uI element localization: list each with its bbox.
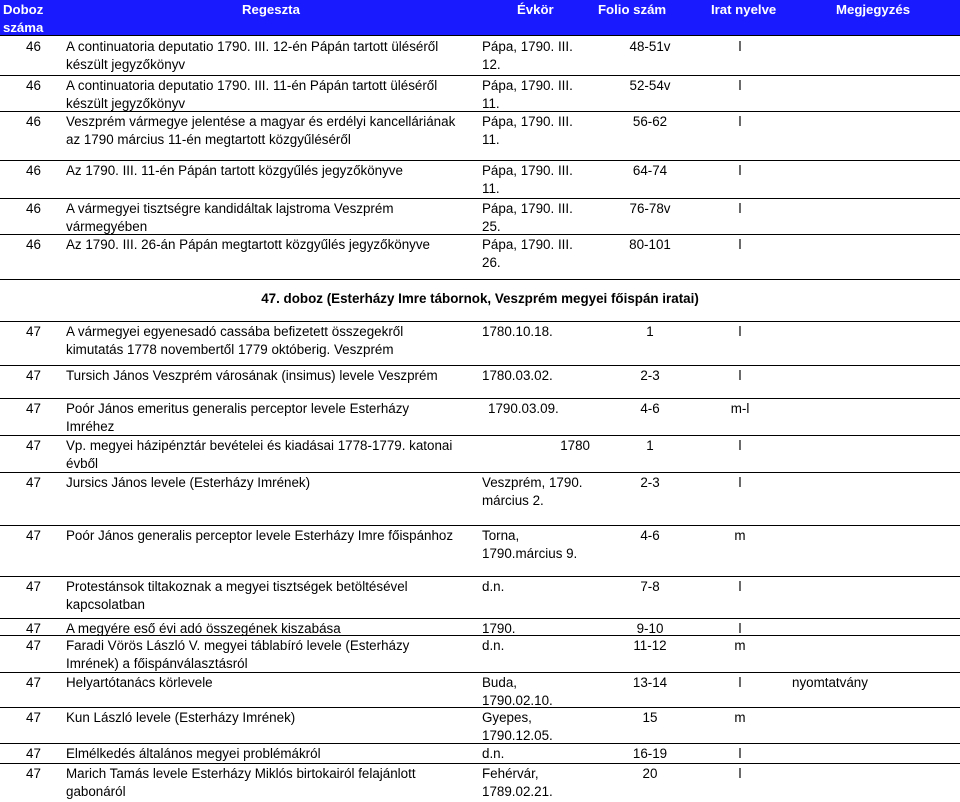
table-row bbox=[0, 577, 960, 619]
regeszta-cell: Az 1790. III. 26-án Pápán megtartott közgyűlés jegyzőkönyve bbox=[66, 237, 430, 252]
evkor-cell: Pápa, 1790. III. 11. bbox=[482, 78, 573, 111]
table-row bbox=[0, 366, 960, 399]
folio-cell: 16-19 bbox=[632, 746, 668, 761]
folio-cell: 4-6 bbox=[640, 528, 660, 543]
box-number-cell: 46 bbox=[26, 201, 41, 216]
regeszta-cell: Marich Tamás levele Esterházy Miklós birtokairól felajánlott gabonáról bbox=[66, 766, 416, 799]
box-number-cell: 46 bbox=[26, 78, 41, 93]
evkor-cell: 1780.03.02. bbox=[482, 368, 553, 383]
box-number-cell: 47 bbox=[26, 746, 41, 761]
box-number-cell: 47 bbox=[26, 710, 41, 725]
table-row bbox=[0, 708, 960, 744]
language-cell: m bbox=[734, 710, 746, 725]
box-number-cell: 47 bbox=[26, 766, 41, 781]
table-row bbox=[0, 744, 960, 764]
language-cell: l bbox=[738, 78, 742, 93]
table-row bbox=[0, 322, 960, 366]
regeszta-cell: Poór János emeritus generalis perceptor levele Esterházy Imréhez bbox=[66, 401, 410, 434]
folio-cell: 13-14 bbox=[632, 675, 668, 690]
folio-cell: 48-51v bbox=[629, 39, 671, 54]
evkor-cell: d.n. bbox=[482, 579, 505, 594]
regeszta-cell: A vármegyei egyenesadó cassába befizetett összegekről kimutatás 1778 novembertől 1779 októberig. Veszprém bbox=[66, 324, 404, 357]
header-megjegyzes: Megjegyzés bbox=[836, 2, 911, 17]
header-evkor: Évkör bbox=[517, 2, 554, 17]
evkor-cell: Pápa, 1790. III. 25. bbox=[482, 201, 573, 234]
evkor-cell: Gyepes, 1790.12.05. bbox=[482, 710, 553, 743]
folio-cell: 76-78v bbox=[629, 201, 671, 216]
evkor-cell: Veszprém, 1790. március 2. bbox=[482, 475, 583, 508]
box-number-cell: 46 bbox=[26, 114, 41, 129]
table-row bbox=[0, 199, 960, 235]
folio-cell: 64-74 bbox=[632, 163, 668, 178]
box-number-cell: 47 bbox=[26, 475, 41, 490]
language-cell: l bbox=[738, 621, 742, 636]
evkor-cell: 1790.03.09. bbox=[488, 401, 559, 416]
table-row bbox=[0, 161, 960, 199]
regeszta-cell: A megyére eső évi adó összegének kiszabása bbox=[66, 621, 341, 636]
box-number-cell: 47 bbox=[26, 438, 41, 453]
language-cell: m bbox=[734, 528, 746, 543]
table-row bbox=[0, 76, 960, 112]
box-number-cell: 46 bbox=[26, 237, 41, 252]
language-cell: l bbox=[738, 237, 742, 252]
table-row bbox=[0, 112, 960, 161]
language-cell: l bbox=[738, 39, 742, 54]
header-irat-nyelve: Irat nyelve bbox=[711, 2, 777, 17]
folio-cell: 80-101 bbox=[629, 237, 671, 252]
evkor-cell: d.n. bbox=[482, 746, 505, 761]
table-row bbox=[0, 399, 960, 436]
evkor-cell: Pápa, 1790. III. 26. bbox=[482, 237, 573, 270]
folio-cell: 2-3 bbox=[640, 368, 660, 383]
box-number-cell: 47 bbox=[26, 579, 41, 594]
language-cell: l bbox=[738, 163, 742, 178]
folio-cell: 11-12 bbox=[633, 638, 667, 653]
regeszta-cell: Elmélkedés általános megyei problémákról bbox=[66, 746, 321, 761]
regeszta-cell: Helyartótanács körlevele bbox=[66, 675, 213, 690]
regeszta-cell: Poór János generalis perceptor levele Esterházy Imre főispánhoz bbox=[66, 528, 454, 543]
folio-cell: 20 bbox=[642, 766, 658, 781]
section-47-heading-row bbox=[0, 280, 960, 322]
folio-cell: 52-54v bbox=[629, 78, 671, 93]
section-47-title: 47. doboz (Esterházy Imre tábornok, Veszprém megyei főispán iratai) bbox=[261, 291, 699, 306]
box-number-cell: 46 bbox=[26, 163, 41, 178]
language-cell: m-l bbox=[730, 401, 750, 416]
regeszta-cell: Tursich János Veszprém városának (insimus) levele Veszprém bbox=[66, 368, 438, 383]
language-cell: l bbox=[738, 579, 742, 594]
table-row bbox=[0, 636, 960, 673]
evkor-cell: 1790. bbox=[482, 621, 516, 636]
folio-cell: 2-3 bbox=[640, 475, 660, 490]
regeszta-cell: Vp. megyei házipénztár bevételei és kiadásai 1778-1779. katonai évből bbox=[66, 438, 453, 471]
table-row bbox=[0, 764, 960, 802]
regeszta-cell: Faradi Vörös László V. megyei táblabíró levele (Esterházy Imrének) a főispánválasztásról bbox=[66, 638, 410, 671]
regeszta-cell: A continuatoria deputatio 1790. III. 11-én Pápán tartott üléséről készült jegyzőkönyv bbox=[66, 78, 438, 111]
language-cell: l bbox=[738, 675, 742, 690]
folio-cell: 4-6 bbox=[640, 401, 660, 416]
table-row bbox=[0, 37, 960, 76]
folio-cell: 56-62 bbox=[632, 114, 668, 129]
box-number-cell: 47 bbox=[26, 621, 41, 636]
table-row bbox=[0, 473, 960, 526]
language-cell: l bbox=[738, 766, 742, 781]
evkor-cell: Torna, 1790.március 9. bbox=[482, 528, 578, 561]
box-number-cell: 47 bbox=[26, 638, 41, 653]
box-number-cell: 47 bbox=[26, 528, 41, 543]
regeszta-cell: Veszprém vármegye jelentése a magyar és erdélyi kancelláriának az 1790 március 11-én megtartott közgyűléséről bbox=[66, 114, 456, 147]
language-cell: l bbox=[738, 746, 742, 761]
table-row bbox=[0, 673, 960, 708]
regeszta-cell: A vármegyei tisztségre kandidáltak lajstroma Veszprém vármegyében bbox=[66, 201, 394, 234]
evkor-cell: 1780 bbox=[560, 438, 590, 453]
table-row bbox=[0, 526, 960, 577]
evkor-cell: Pápa, 1790. III. 11. bbox=[482, 114, 573, 147]
box-number-cell: 46 bbox=[26, 39, 41, 54]
folio-cell: 9-10 bbox=[636, 621, 664, 636]
box-number-cell: 47 bbox=[26, 401, 41, 416]
regeszta-cell: A continuatoria deputatio 1790. III. 12-én Pápán tartott üléséről készült jegyzőkönyv bbox=[66, 39, 439, 72]
box-number-cell: 47 bbox=[26, 675, 41, 690]
evkor-cell: Buda, 1790.02.10. bbox=[482, 675, 553, 708]
language-cell: l bbox=[738, 438, 742, 453]
folio-cell: 7-8 bbox=[640, 579, 660, 594]
evkor-cell: d.n. bbox=[482, 638, 505, 653]
header-folio: Folio szám bbox=[598, 2, 667, 17]
regeszta-cell: Jursics János levele (Esterházy Imrének) bbox=[66, 475, 311, 490]
evkor-cell: Pápa, 1790. III. 11. bbox=[482, 163, 573, 196]
language-cell: m bbox=[734, 638, 746, 653]
language-cell: l bbox=[738, 368, 742, 383]
box-number-cell: 47 bbox=[26, 324, 41, 339]
regeszta-cell: Kun László levele (Esterházy Imrének) bbox=[66, 710, 296, 725]
table-row bbox=[0, 436, 960, 473]
evkor-cell: 1780.10.18. bbox=[482, 324, 553, 339]
header-box-number: Doboz száma bbox=[3, 2, 44, 35]
language-cell: l bbox=[738, 324, 742, 339]
evkor-cell: Fehérvár, 1789.02.21. bbox=[482, 766, 553, 799]
regeszta-cell: Az 1790. III. 11-én Pápán tartott közgyűlés jegyzőkönyve bbox=[66, 163, 403, 178]
folio-cell: 1 bbox=[646, 324, 654, 339]
table-header bbox=[0, 0, 960, 36]
table-row bbox=[0, 235, 960, 280]
regeszta-cell: Protestánsok tiltakoznak a megyei tisztségek betöltésével kapcsolatban bbox=[66, 579, 408, 612]
language-cell: l bbox=[738, 201, 742, 216]
table-row bbox=[0, 619, 960, 636]
folio-cell: 1 bbox=[646, 438, 654, 453]
evkor-cell: Pápa, 1790. III. 12. bbox=[482, 39, 573, 72]
header-regeszta: Regeszta bbox=[242, 2, 300, 17]
note-cell: nyomtatvány bbox=[792, 675, 868, 690]
language-cell: l bbox=[738, 114, 742, 129]
box-number-cell: 47 bbox=[26, 368, 41, 383]
language-cell: l bbox=[738, 475, 742, 490]
folio-cell: 15 bbox=[642, 710, 658, 725]
